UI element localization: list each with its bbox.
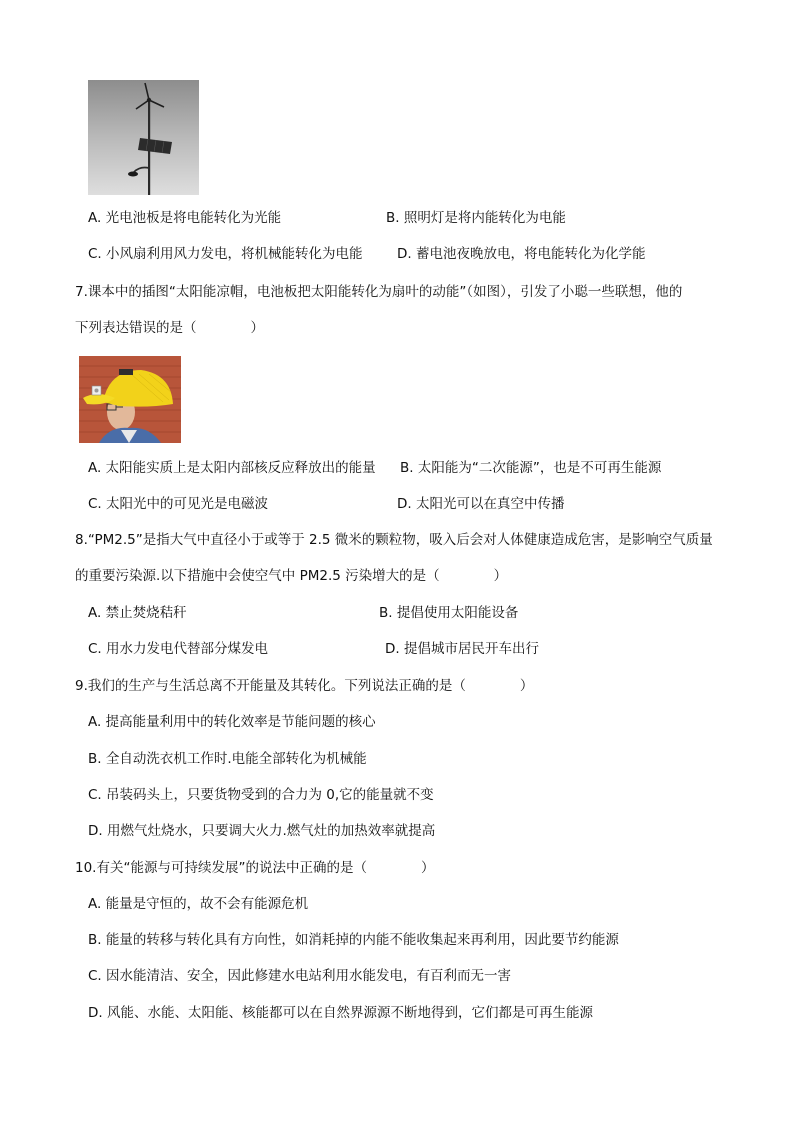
q8-option-c: C. 用水力发电代替部分煤发电 bbox=[88, 641, 269, 657]
q9-option-b: B. 全自动洗衣机工作时.电能全部转化为机械能 bbox=[88, 751, 367, 767]
q8-option-d: D. 提倡城市居民开车出行 bbox=[385, 641, 539, 657]
q9-option-c: C. 吊装码头上，只要货物受到的合力为 0,它的能量就不变 bbox=[88, 787, 434, 803]
q7-option-a: A. 太阳能实质上是太阳内部核反应释放出的能量 bbox=[88, 460, 376, 476]
q6-option-b: B. 照明灯是将内能转化为电能 bbox=[386, 210, 566, 226]
q6-option-c: C. 小风扇利用风力发电，将机械能转化为电能 bbox=[88, 246, 363, 262]
q7-stem-line1: 7.课本中的插图“太阳能凉帽，电池板把太阳能转化为扇叶的动能”（如图），引发了小聪一些联想，他的 bbox=[75, 284, 683, 300]
q8-stem-line2: 的重要污染源.以下措施中会使空气中 PM2.5 污染增大的是（ ） bbox=[75, 568, 508, 584]
q10-option-b: B. 能量的转移与转化具有方向性，如消耗掉的内能不能收集起来再利用，因此要节约能源 bbox=[88, 932, 619, 948]
q7-option-b: B. 太阳能为“二次能源”，也是不可再生能源 bbox=[400, 460, 662, 476]
q10-stem: 10.有关“能源与可持续发展”的说法中正确的是（ ） bbox=[75, 860, 435, 876]
q6-option-d: D. 蓄电池夜晚放电，将电能转化为化学能 bbox=[397, 246, 646, 262]
solar-hat-figure bbox=[79, 356, 181, 443]
q10-option-c: C. 因水能清洁、安全，因此修建水电站利用水能发电，有百利而无一害 bbox=[88, 968, 512, 984]
q7-stem-line2: 下列表达错误的是（ ） bbox=[75, 320, 264, 336]
q9-option-a: A. 提高能量利用中的转化效率是节能问题的核心 bbox=[88, 714, 376, 730]
q7-option-d: D. 太阳光可以在真空中传播 bbox=[397, 496, 565, 512]
wind-solar-streetlight-figure bbox=[88, 80, 199, 195]
q9-stem: 9.我们的生产与生活总离不开能量及其转化。下列说法正确的是（ ） bbox=[75, 678, 534, 694]
q6-option-a: A. 光电池板是将电能转化为光能 bbox=[88, 210, 282, 226]
q8-option-a: A. 禁止焚烧秸秆 bbox=[88, 605, 187, 621]
q8-stem-line1: 8.“PM2.5”是指大气中直径小于或等于 2.5 微米的颗粒物，吸入后会对人体健康造成危害，是影响空气质量 bbox=[75, 532, 713, 548]
q9-option-d: D. 用燃气灶烧水，只要调大火力.燃气灶的加热效率就提高 bbox=[88, 823, 436, 839]
q10-option-d: D. 风能、水能、太阳能、核能都可以在自然界源源不断地得到，它们都是可再生能源 bbox=[88, 1005, 593, 1021]
q10-option-a: A. 能量是守恒的，故不会有能源危机 bbox=[88, 896, 309, 912]
q7-option-c: C. 太阳光中的可见光是电磁波 bbox=[88, 496, 269, 512]
q8-option-b: B. 提倡使用太阳能设备 bbox=[379, 605, 519, 621]
